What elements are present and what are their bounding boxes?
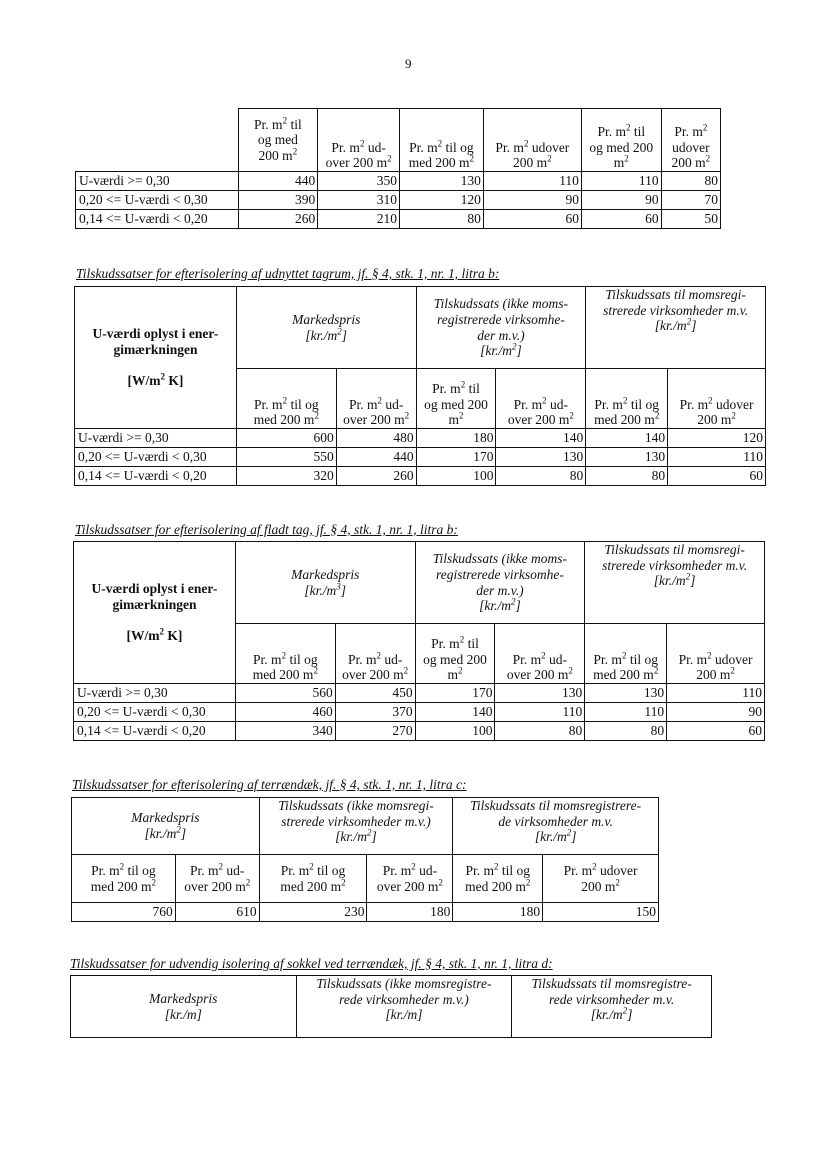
cell: 80 bbox=[586, 467, 668, 486]
header-t1-c6: Pr. $m^2$ udover 200 $m^2$ bbox=[661, 109, 720, 172]
cell: 210 bbox=[318, 210, 400, 229]
uvaerdi-header: U-værdi oplyst i ener- gimærkningen [$W/m^2$ K] bbox=[75, 287, 237, 429]
cell: 110 bbox=[483, 172, 581, 191]
header-t1-c1: Pr. $m^2$ til og med 200 $m^2$ bbox=[238, 109, 318, 172]
table-5 bbox=[70, 975, 712, 1038]
cell: 440 bbox=[336, 448, 416, 467]
cell: 390 bbox=[238, 191, 318, 210]
header-t2-c1: Pr. $m^2$ til og med 200 $m^2$ bbox=[236, 369, 336, 429]
page-number: 9 bbox=[405, 56, 412, 71]
header-t4-c6: Pr. $m^2$ udover 200 $m^2$ bbox=[543, 855, 659, 903]
cell: 130 bbox=[400, 172, 484, 191]
header-t3-c1: Pr. $m^2$ til og med 200 $m^2$ bbox=[235, 624, 335, 684]
cell: 130 bbox=[585, 684, 667, 703]
cell: 180 bbox=[453, 903, 543, 922]
cell: 60 bbox=[668, 467, 766, 486]
ikke-moms-header: Tilskudssats (ikke momsregi- strerede virksomheder m.v.) $[kr./m^2]$ bbox=[259, 798, 453, 855]
cell: 340 bbox=[235, 722, 335, 741]
cell: 80 bbox=[496, 467, 586, 486]
cell: 140 bbox=[586, 429, 668, 448]
cell: 260 bbox=[336, 467, 416, 486]
table-row bbox=[74, 684, 765, 703]
caption-table-4: Tilskudssatser for efterisolering af terrændæk, jf. § 4, stk. 1, nr. 1, litra c: bbox=[72, 777, 467, 792]
table-row bbox=[72, 903, 659, 922]
cell: 180 bbox=[416, 429, 496, 448]
row-label: 0,20 <= U-værdi < 0,30 bbox=[76, 191, 239, 210]
table-row bbox=[74, 722, 765, 741]
header-t1-c3: Pr. $m^2$ til og med 200 $m^2$ bbox=[400, 109, 484, 172]
header-t3-c3: Pr. $m^2$ til og med 200 $m^2$ bbox=[415, 624, 495, 684]
header-t3-c2: Pr. $m^2$ ud- over 200 $m^2$ bbox=[335, 624, 415, 684]
cell: 50 bbox=[661, 210, 720, 229]
ikke-moms-header: Tilskudssats (ikke moms- registrerede virksomhe- der m.v.) $[kr./m^2]$ bbox=[416, 287, 586, 369]
cell: 100 bbox=[416, 467, 496, 486]
cell: 480 bbox=[336, 429, 416, 448]
moms-header: Tilskudssats til momsregi- strerede virksomheder m.v. $[kr./m^2]$ bbox=[586, 287, 766, 369]
cell: 60 bbox=[581, 210, 661, 229]
header-t3-c4: Pr. $m^2$ ud- over 200 $m^2$ bbox=[495, 624, 585, 684]
header-t4-c4: Pr. $m^2$ ud- over 200 $m^2$ bbox=[367, 855, 453, 903]
cell: 120 bbox=[668, 429, 766, 448]
cell: 90 bbox=[667, 703, 765, 722]
caption-table-2: Tilskudssatser for efterisolering af udnyttet tagrum, jf. § 4, stk. 1, nr. 1, litra b: bbox=[76, 266, 500, 281]
cell: 110 bbox=[667, 684, 765, 703]
table-row bbox=[76, 172, 721, 191]
cell: 230 bbox=[259, 903, 367, 922]
cell: 90 bbox=[483, 191, 581, 210]
cell: 180 bbox=[367, 903, 453, 922]
row-label: 0,14 <= U-værdi < 0,20 bbox=[76, 210, 239, 229]
cell: 760 bbox=[72, 903, 176, 922]
cell: 130 bbox=[496, 448, 586, 467]
markedspris-header: Markedspris $[kr./m^2]$ bbox=[72, 798, 260, 855]
cell: 110 bbox=[581, 172, 661, 191]
cell: 120 bbox=[400, 191, 484, 210]
caption-table-5: Tilskudssatser for udvendig isolering af sokkel ved terrændæk, jf. § 4, stk. 1, nr. 1, litra d: bbox=[70, 956, 553, 971]
cell: 600 bbox=[236, 429, 336, 448]
header-t4-c1: Pr. $m^2$ til og med 200 $m^2$ bbox=[72, 855, 176, 903]
cell: 80 bbox=[400, 210, 484, 229]
markedspris-header: Markedspris $[kr./m^2]$ bbox=[236, 287, 416, 369]
cell: 170 bbox=[416, 448, 496, 467]
cell: 150 bbox=[543, 903, 659, 922]
cell: 310 bbox=[318, 191, 400, 210]
cell: 100 bbox=[415, 722, 495, 741]
header-t4-c5: Pr. $m^2$ til og med 200 $m^2$ bbox=[453, 855, 543, 903]
row-label: 0,14 <= U-værdi < 0,20 bbox=[75, 467, 237, 486]
header-t2-c4: Pr. $m^2$ ud- over 200 $m^2$ bbox=[496, 369, 586, 429]
cell: 70 bbox=[661, 191, 720, 210]
cell: 110 bbox=[495, 703, 585, 722]
table-3 bbox=[73, 541, 765, 741]
table-row bbox=[75, 429, 766, 448]
cell: 450 bbox=[335, 684, 415, 703]
row-label: U-værdi >= 0,30 bbox=[76, 172, 239, 191]
cell: 460 bbox=[235, 703, 335, 722]
cell: 350 bbox=[318, 172, 400, 191]
row-label: 0,20 <= U-værdi < 0,30 bbox=[75, 448, 237, 467]
table-row bbox=[75, 467, 766, 486]
table-1 bbox=[75, 108, 721, 229]
ikke-moms-header: Tilskudssats (ikke momsregistre- rede virksomheder m.v.) [kr./m] bbox=[296, 976, 512, 1038]
cell: 110 bbox=[668, 448, 766, 467]
cell: 80 bbox=[495, 722, 585, 741]
table-2 bbox=[74, 286, 766, 486]
markedspris-header: Markedspris [kr./m] bbox=[71, 976, 297, 1038]
row-label: U-værdi >= 0,30 bbox=[75, 429, 237, 448]
header-t3-c6: Pr. $m^2$ udover 200 $m^2$ bbox=[667, 624, 765, 684]
moms-header: Tilskudssats til momsregistrere- de virksomheder m.v. $[kr./m^2]$ bbox=[453, 798, 659, 855]
cell: 60 bbox=[483, 210, 581, 229]
cell: 560 bbox=[235, 684, 335, 703]
header-t2-c2: Pr. $m^2$ ud- over 200 $m^2$ bbox=[336, 369, 416, 429]
cell: 110 bbox=[585, 703, 667, 722]
row-label: U-værdi >= 0,30 bbox=[74, 684, 236, 703]
header-t4-c3: Pr. $m^2$ til og med 200 $m^2$ bbox=[259, 855, 367, 903]
cell: 610 bbox=[175, 903, 259, 922]
cell: 80 bbox=[661, 172, 720, 191]
header-t1-c4: Pr. $m^2$ udover 200 $m^2$ bbox=[483, 109, 581, 172]
cell: 130 bbox=[495, 684, 585, 703]
header-t1-c2: Pr. $m^2$ ud- over 200 $m^2$ bbox=[318, 109, 400, 172]
cell: 140 bbox=[415, 703, 495, 722]
cell: 140 bbox=[496, 429, 586, 448]
header-t2-c5: Pr. $m^2$ til og med 200 $m^2$ bbox=[586, 369, 668, 429]
moms-header: Tilskudssats til momsregistre- rede virksomheder m.v. $[kr./m^2]$ bbox=[512, 976, 712, 1038]
cell: 550 bbox=[236, 448, 336, 467]
header-t3-c5: Pr. $m^2$ til og med 200 $m^2$ bbox=[585, 624, 667, 684]
cell: 440 bbox=[238, 172, 318, 191]
cell: 60 bbox=[667, 722, 765, 741]
markedspris-header: Markedspris $[kr./m^3]$ bbox=[235, 542, 415, 624]
cell: 80 bbox=[585, 722, 667, 741]
caption-table-3: Tilskudssatser for efterisolering af fladt tag, jf. § 4, stk. 1, nr. 1, litra b: bbox=[75, 522, 458, 537]
table-row bbox=[74, 703, 765, 722]
cell: 130 bbox=[586, 448, 668, 467]
cell: 260 bbox=[238, 210, 318, 229]
uvaerdi-header: U-værdi oplyst i ener- gimærkningen [$W/m^2$ K] bbox=[74, 542, 236, 684]
header-t1-c5: Pr. $m^2$ til og med 200 $m^2$ bbox=[581, 109, 661, 172]
row-label: 0,20 <= U-værdi < 0,30 bbox=[74, 703, 236, 722]
table-4 bbox=[71, 797, 659, 922]
cell: 170 bbox=[415, 684, 495, 703]
header-blank bbox=[76, 109, 239, 172]
cell: 320 bbox=[236, 467, 336, 486]
cell: 370 bbox=[335, 703, 415, 722]
table-row bbox=[76, 191, 721, 210]
row-label: 0,14 <= U-værdi < 0,20 bbox=[74, 722, 236, 741]
moms-header: Tilskudssats til momsregi- strerede virksomheder m.v. $[kr./m^2]$ bbox=[585, 542, 765, 624]
ikke-moms-header: Tilskudssats (ikke moms- registrerede virksomhe- der m.v.) $[kr./m^2]$ bbox=[415, 542, 585, 624]
header-t4-c2: Pr. $m^2$ ud- over 200 $m^2$ bbox=[175, 855, 259, 903]
cell: 270 bbox=[335, 722, 415, 741]
header-t2-c3: Pr. $m^2$ til og med 200 $m^2$ bbox=[416, 369, 496, 429]
table-row bbox=[76, 210, 721, 229]
table-row bbox=[75, 448, 766, 467]
cell: 90 bbox=[581, 191, 661, 210]
header-t2-c6: Pr. $m^2$ udover 200 $m^2$ bbox=[668, 369, 766, 429]
